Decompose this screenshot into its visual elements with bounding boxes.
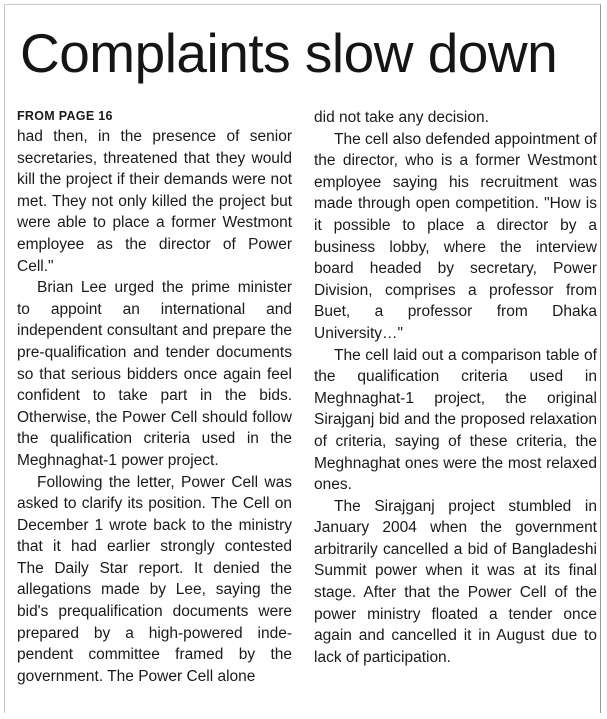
paragraph: The cell laid out a comparison table of the qualification criteria used in Meghnaghat-1 project, the original Sirajganj bid and the proposed relaxation of criteria, saying of these criteria, the Meghnaghat ones were the most relaxed ones. [314,346,597,494]
paragraph: did not take any decision. [314,109,489,126]
paragraph: The Sirajganj project stumbled in January 2004 when the government arbitrarily cancelled a bid of Bangladeshi Summit power when it was at its final stage. After that the Power Cell of the power ministry floated a tender once again and cancelled it in August due to lack of participation. [314,497,597,666]
article-column-right [314,107,597,668]
headline: Complaints slow down [20,22,558,84]
paragraph: had then, in the presence of senior secretaries, threatened that they would kill the project if their demands were not met. They not only killed the project but were able to place a former Westmont employee as the director of Power Cell." [17,128,292,275]
paragraph: The cell also defended appointment of the director, who is a former Westmont employee saying his recruitment was made through open competition. "How is it possible to place a director by a business lobby, where the interview board headed by secretary, Power Division, comprises a professor from Buet, a professor from Dhaka University…" [314,130,597,342]
article-column-left [17,108,292,687]
paragraph: Brian Lee urged the prime minister to appoint an international and independent consultant and prepare the pre-qualification and tender documents so that serious bidders once again feel confident to take part in the bids. Otherwise, the Power Cell should follow the qualification criteria used in the Meghnaghat-1 power project. [17,279,292,469]
paragraph: Following the letter, Power Cell was asked to clarify its position. The Cell on December 1 wrote back to the ministry that it had earlier strongly contested The Daily Star report. It denied the allegations made by Lee, saying the bid's prequalification documents were prepared by a high-powered independent committee framed by the government. The Power Cell alone [17,473,292,685]
continued-from-label: FROM PAGE 16 [17,109,113,123]
